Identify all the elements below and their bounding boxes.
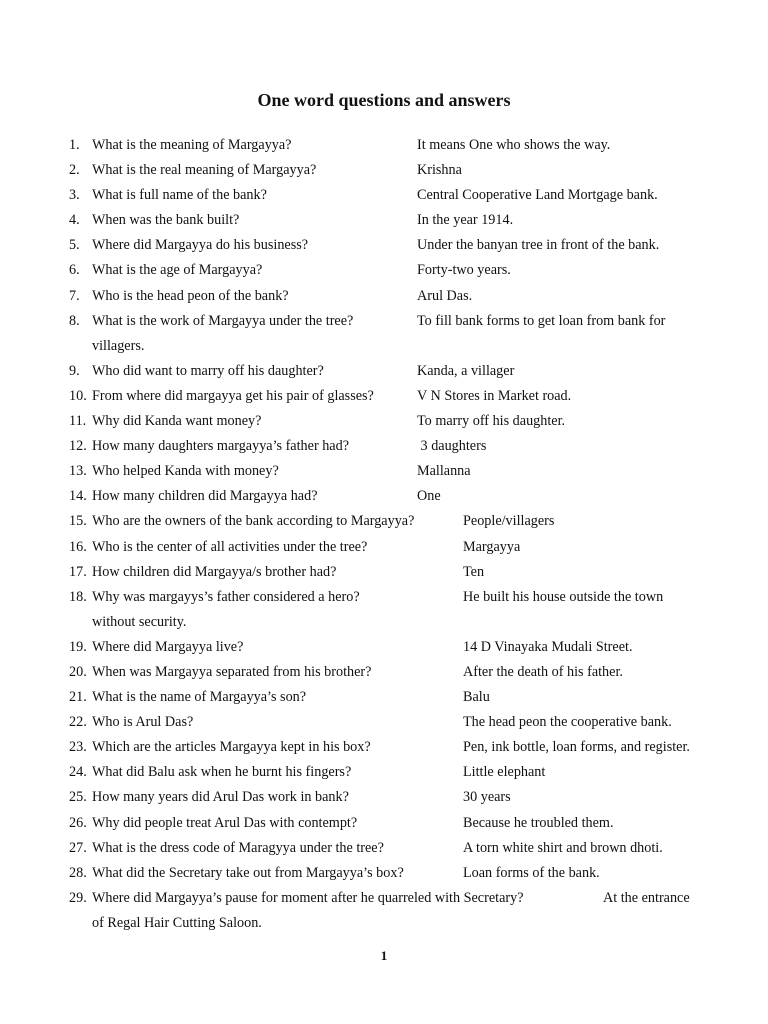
qa-item — [0, 811, 768, 836]
question-number: 11. — [69, 413, 87, 430]
qa-item — [0, 233, 768, 258]
question-text: From where did margayya get his pair of glasses? — [92, 387, 374, 404]
qa-list — [0, 133, 768, 936]
question-number: 3. — [69, 187, 80, 204]
question-number: 4. — [69, 212, 80, 229]
qa-item — [0, 585, 768, 610]
answer-text: Because he troubled them. — [463, 814, 614, 831]
qa-item — [0, 484, 768, 509]
question-text: What is full name of the bank? — [92, 187, 267, 204]
question-text: Who is the head peon of the bank? — [92, 287, 289, 304]
qa-item — [0, 384, 768, 409]
qa-item — [0, 183, 768, 208]
answer-text: At the entrance — [603, 889, 690, 906]
question-text: What is the real meaning of Margayya? — [92, 162, 317, 179]
qa-item-continuation — [0, 610, 768, 635]
qa-item — [0, 886, 768, 911]
qa-item — [0, 208, 768, 233]
answer-text: To fill bank forms to get loan from bank for — [417, 312, 666, 329]
answer-text: Forty-two years. — [417, 262, 511, 279]
question-number: 13. — [69, 463, 87, 480]
question-number: 2. — [69, 162, 80, 179]
answer-text: 30 years — [463, 789, 511, 806]
answer-text: Central Cooperative Land Mortgage bank. — [417, 187, 658, 204]
qa-item — [0, 685, 768, 710]
qa-item-continuation — [0, 911, 768, 936]
question-text: Which are the articles Margayya kept in his box? — [92, 739, 371, 756]
question-text: Why did people treat Arul Das with contempt? — [92, 814, 358, 831]
answer-text: 3 daughters — [417, 438, 487, 455]
question-text: Where did Margayya do his business? — [92, 237, 309, 254]
answer-text: After the death of his father. — [463, 663, 623, 680]
question-text: What is the dress code of Maragyya under the tree? — [92, 839, 384, 856]
qa-item — [0, 359, 768, 384]
question-text: What did Balu ask when he burnt his fingers? — [92, 764, 352, 781]
answer-text: Kanda, a villager — [417, 362, 515, 379]
qa-item-continuation — [0, 334, 768, 359]
question-text: Who did want to marry off his daughter? — [92, 362, 324, 379]
continuation-text: villagers. — [92, 337, 145, 354]
question-number: 26. — [69, 814, 87, 831]
question-text: Who is Arul Das? — [92, 714, 194, 731]
question-number: 9. — [69, 362, 80, 379]
answer-text: A torn white shirt and brown dhoti. — [463, 839, 663, 856]
answer-text: Mallanna — [417, 463, 471, 480]
continuation-text: of Regal Hair Cutting Saloon. — [92, 914, 262, 931]
qa-item — [0, 258, 768, 283]
question-number: 15. — [69, 513, 87, 530]
answer-text: To marry off his daughter. — [417, 413, 566, 430]
question-text: When was the bank built? — [92, 212, 240, 229]
qa-item — [0, 735, 768, 760]
question-text: Why was margayys’s father considered a hero? — [92, 588, 360, 605]
qa-item — [0, 710, 768, 735]
question-text: How many children did Margayya had? — [92, 488, 318, 505]
question-number: 28. — [69, 864, 87, 881]
answer-text: Arul Das. — [417, 287, 473, 304]
question-text: How many daughters margayya’s father had? — [92, 438, 349, 455]
question-text: How children did Margayya/s brother had? — [92, 563, 337, 580]
qa-item — [0, 434, 768, 459]
answer-text: The head peon the cooperative bank. — [463, 714, 672, 731]
qa-item — [0, 133, 768, 158]
question-number: 19. — [69, 638, 87, 655]
question-number: 10. — [69, 387, 87, 404]
answer-text: Krishna — [417, 162, 462, 179]
question-text: Why did Kanda want money? — [92, 413, 262, 430]
question-number: 17. — [69, 563, 87, 580]
qa-item — [0, 409, 768, 434]
question-text: Who are the owners of the bank according to Margayya? — [92, 513, 415, 530]
document-title: One word questions and answers — [257, 90, 511, 110]
question-number: 1. — [69, 137, 80, 153]
question-number: 6. — [69, 262, 80, 279]
question-text: When was Margayya separated from his brother? — [92, 663, 372, 680]
question-text: What is the meaning of Margayya? — [92, 137, 292, 153]
answer-text: Margayya — [463, 538, 521, 555]
qa-item — [0, 861, 768, 886]
answer-text: Ten — [463, 563, 485, 580]
answer-text: Under the banyan tree in front of the bank. — [417, 237, 660, 254]
question-number: 8. — [69, 312, 80, 329]
page-number: 1 — [380, 948, 388, 963]
question-number: 18. — [69, 588, 87, 605]
qa-item — [0, 760, 768, 785]
answer-text: 14 D Vinayaka Mudali Street. — [463, 638, 633, 655]
continuation-text: without security. — [92, 613, 187, 630]
qa-item — [0, 785, 768, 810]
answer-text: He built his house outside the town — [463, 588, 664, 605]
answer-text: One — [417, 488, 441, 505]
answer-text: It means One who shows the way. — [417, 137, 611, 153]
question-text: How many years did Arul Das work in bank? — [92, 789, 349, 806]
question-number: 16. — [69, 538, 87, 555]
question-text: What is the name of Margayya’s son? — [92, 689, 307, 706]
question-number: 5. — [69, 237, 80, 254]
question-number: 21. — [69, 689, 87, 706]
question-text: Where did Margayya’s pause for moment after he quarreled with Secretary? — [92, 889, 524, 906]
answer-text: Little elephant — [463, 764, 546, 781]
answer-text: In the year 1914. — [417, 212, 514, 229]
qa-item — [0, 509, 768, 534]
question-number: 7. — [69, 287, 80, 304]
qa-item — [0, 284, 768, 309]
question-number: 29. — [69, 889, 87, 906]
answer-text: Balu — [463, 689, 490, 706]
qa-item — [0, 635, 768, 660]
question-number: 12. — [69, 438, 87, 455]
answer-text: Pen, ink bottle, loan forms, and register. — [463, 739, 690, 756]
qa-item — [0, 459, 768, 484]
qa-item — [0, 560, 768, 585]
question-text: What is the age of Margayya? — [92, 262, 263, 279]
qa-item — [0, 158, 768, 183]
question-number: 14. — [69, 488, 87, 505]
answer-text: V N Stores in Market road. — [417, 387, 572, 404]
question-text: What did the Secretary take out from Margayya’s box? — [92, 864, 404, 881]
qa-item — [0, 836, 768, 861]
question-text: Who helped Kanda with money? — [92, 463, 279, 480]
question-text: Who is the center of all activities under the tree? — [92, 538, 368, 555]
question-number: 22. — [69, 714, 87, 731]
qa-item — [0, 309, 768, 334]
answer-text: Loan forms of the bank. — [463, 864, 600, 881]
answer-text: People/villagers — [463, 513, 555, 530]
question-number: 23. — [69, 739, 87, 756]
question-number: 24. — [69, 764, 87, 781]
qa-item — [0, 535, 768, 560]
question-text: What is the work of Margayya under the tree? — [92, 312, 354, 329]
qa-item — [0, 660, 768, 685]
question-number: 27. — [69, 839, 87, 856]
question-text: Where did Margayya live? — [92, 638, 244, 655]
question-number: 25. — [69, 789, 87, 806]
question-number: 20. — [69, 663, 87, 680]
